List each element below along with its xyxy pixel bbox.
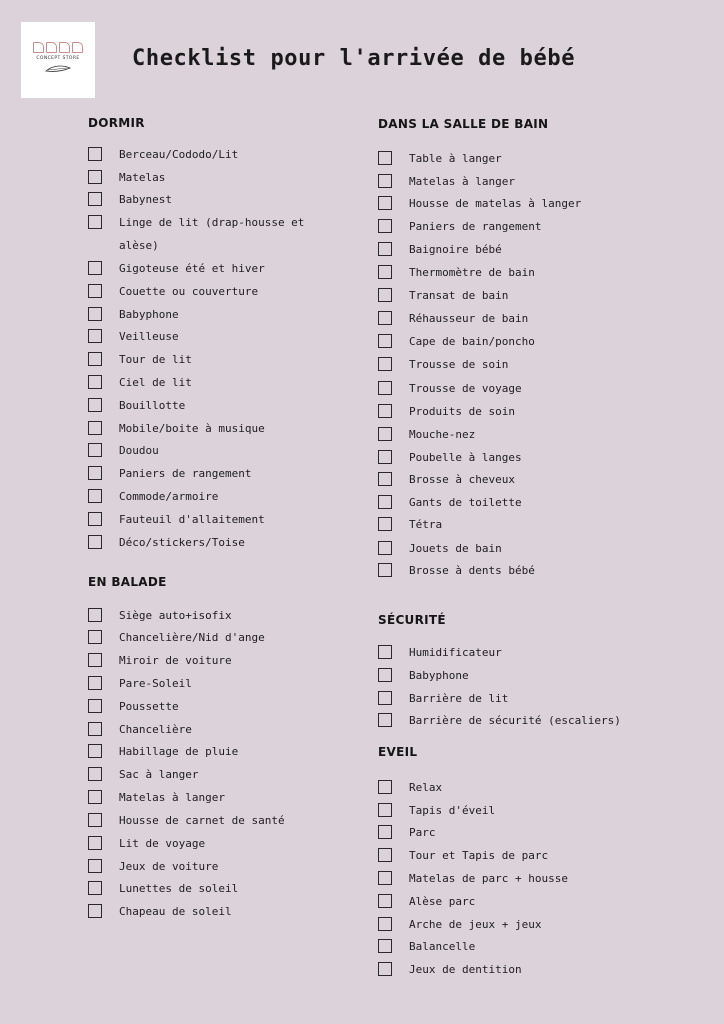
checklist-item[interactable] (378, 564, 639, 582)
checkbox[interactable] (378, 242, 392, 256)
checkbox[interactable] (378, 517, 392, 531)
item-label: Matelas de parc + housse (409, 872, 568, 885)
checklist-item[interactable] (88, 513, 319, 531)
checklist-item[interactable] (88, 285, 319, 303)
checkbox[interactable] (88, 836, 102, 850)
item-label: Linge de lit (drap-housse et alèse) (119, 216, 305, 252)
checkbox[interactable] (378, 962, 392, 976)
checkbox[interactable] (378, 311, 392, 325)
checklist-item[interactable] (378, 152, 639, 170)
checkbox[interactable] (88, 329, 102, 343)
checkbox[interactable] (88, 904, 102, 918)
checkbox[interactable] (88, 630, 102, 644)
checklist-item[interactable] (88, 193, 319, 211)
item-label: Humidificateur (409, 646, 502, 659)
checklist-item[interactable] (378, 335, 639, 353)
checklist-item[interactable] (378, 473, 639, 491)
item-label: Chancelière (119, 723, 192, 736)
checkbox[interactable] (378, 894, 392, 908)
item-label: Gigoteuse été et hiver (119, 262, 265, 275)
checklist-item[interactable] (88, 536, 319, 554)
checkbox[interactable] (88, 307, 102, 321)
checkbox[interactable] (378, 174, 392, 188)
item-label: Housse de carnet de santé (119, 814, 285, 827)
checkbox[interactable] (378, 939, 392, 953)
item-label: Fauteuil d'allaitement (119, 513, 265, 526)
checkbox[interactable] (378, 472, 392, 486)
checklist-item[interactable] (378, 849, 639, 867)
checkbox[interactable] (88, 375, 102, 389)
checklist-item[interactable] (88, 723, 319, 741)
item-label: Matelas (119, 171, 166, 184)
checklist-item[interactable] (88, 791, 319, 809)
item-label: Tour de lit (119, 353, 192, 366)
checklist-item[interactable] (378, 289, 639, 307)
checkbox[interactable] (378, 848, 392, 862)
checklist-item[interactable] (378, 358, 639, 376)
item-label: Paniers de rangement (119, 467, 252, 480)
brand-logo (21, 22, 95, 98)
checklist-item[interactable] (88, 262, 319, 280)
checklist-item[interactable] (88, 837, 319, 855)
item-label: Pare-Soleil (119, 677, 192, 690)
checklist-item[interactable] (378, 542, 639, 560)
checklist-item[interactable] (378, 669, 639, 687)
checkbox[interactable] (88, 261, 102, 275)
item-label: Lit de voyage (119, 837, 206, 850)
checklist-item[interactable] (88, 148, 319, 166)
checkbox[interactable] (378, 495, 392, 509)
section-title: DANS LA SALLE DE BAIN (378, 117, 549, 131)
checkbox[interactable] (88, 881, 102, 895)
checklist-item[interactable] (88, 700, 319, 718)
checklist-item[interactable] (88, 631, 319, 649)
checkbox[interactable] (378, 563, 392, 577)
section-title: EN BALADE (88, 575, 167, 589)
checklist-item[interactable] (88, 216, 319, 257)
checkbox[interactable] (378, 357, 392, 371)
item-label: Doudou (119, 444, 159, 457)
item-label: Bouillotte (119, 399, 186, 412)
checkbox[interactable] (88, 744, 102, 758)
checklist-item[interactable] (378, 804, 639, 822)
checklist-item[interactable] (88, 490, 319, 508)
item-label: Chancelière/Nid d'ange (119, 631, 265, 644)
checklist-item[interactable] (88, 745, 319, 763)
checklist-item[interactable] (88, 677, 319, 695)
item-label: Brosse à dents bébé (409, 564, 535, 577)
checkbox[interactable] (88, 284, 102, 298)
item-label: Miroir de voiture (119, 654, 232, 667)
checkbox[interactable] (88, 790, 102, 804)
item-label: Relax (409, 781, 443, 794)
checkbox[interactable] (88, 147, 102, 161)
item-label: Brosse à cheveux (409, 473, 515, 486)
checklist-item[interactable] (378, 826, 639, 844)
checklist-item[interactable] (378, 872, 639, 890)
checkbox[interactable] (88, 170, 102, 184)
checklist-item[interactable] (88, 399, 319, 417)
item-label: Baignoire bébé (409, 243, 502, 256)
checklist-item[interactable] (378, 781, 639, 799)
checkbox[interactable] (378, 541, 392, 555)
checklist-item[interactable] (378, 382, 639, 400)
item-label: Balancelle (409, 940, 476, 953)
checklist-item[interactable] (378, 496, 639, 514)
checklist-item[interactable] (378, 963, 639, 981)
item-label: Thermomètre de bain (409, 266, 535, 279)
checkbox[interactable] (88, 512, 102, 526)
item-label: Couette ou couverture (119, 285, 259, 298)
item-label: Veilleuse (119, 330, 179, 343)
item-label: Produits de soin (409, 405, 515, 418)
checkbox[interactable] (378, 713, 392, 727)
checkbox[interactable] (88, 653, 102, 667)
item-label: Barrière de sécurité (escaliers) (409, 714, 621, 727)
checklist-item[interactable] (88, 444, 319, 462)
checkbox[interactable] (378, 871, 392, 885)
checkbox[interactable] (378, 645, 392, 659)
checkbox[interactable] (378, 427, 392, 441)
section-title: SÉCURITÉ (378, 613, 446, 627)
item-label: Tétra (409, 518, 443, 531)
checkbox[interactable] (88, 466, 102, 480)
item-label: Babyphone (119, 308, 179, 321)
checklist-item[interactable] (378, 895, 639, 913)
checklist-item[interactable] (378, 940, 639, 958)
checklist-item[interactable] (88, 353, 319, 371)
checkbox[interactable] (88, 421, 102, 435)
checkbox[interactable] (378, 780, 392, 794)
checklist-item[interactable] (378, 518, 639, 536)
item-label: Tour et Tapis de parc (409, 849, 549, 862)
item-label: Commode/armoire (119, 490, 219, 503)
checkbox[interactable] (88, 352, 102, 366)
item-label: Jeux de dentition (409, 963, 522, 976)
checklist-item[interactable] (378, 243, 639, 261)
checklist-item[interactable] (378, 918, 639, 936)
item-label: Jouets de bain (409, 542, 502, 555)
checklist-item[interactable] (378, 197, 639, 215)
item-label: Berceau/Cododo/Lit (119, 148, 239, 161)
checklist-item[interactable] (88, 330, 319, 348)
checkbox[interactable] (88, 489, 102, 503)
checklist-item[interactable] (378, 646, 639, 664)
item-label: Chapeau de soleil (119, 905, 232, 918)
section-title: DORMIR (88, 116, 145, 130)
item-label: Siège auto+isofix (119, 609, 232, 622)
item-label: Poubelle à langes (409, 451, 522, 464)
checklist-item[interactable] (378, 405, 639, 423)
item-label: Déco/stickers/Toise (119, 536, 245, 549)
checkbox[interactable] (88, 192, 102, 206)
logo-mark (33, 42, 83, 53)
checklist-item[interactable] (378, 428, 639, 446)
item-label: Poussette (119, 700, 179, 713)
checklist-item[interactable] (378, 312, 639, 330)
checklist-item[interactable] (88, 860, 319, 878)
item-label: Habillage de pluie (119, 745, 239, 758)
leaf-icon (45, 64, 71, 73)
checkbox[interactable] (88, 699, 102, 713)
item-label: Paniers de rangement (409, 220, 542, 233)
item-label: Matelas à langer (119, 791, 225, 804)
checkbox[interactable] (378, 381, 392, 395)
checkbox[interactable] (88, 722, 102, 736)
section-title: EVEIL (378, 745, 418, 759)
checkbox[interactable] (88, 859, 102, 873)
checkbox[interactable] (378, 691, 392, 705)
checklist-item[interactable] (378, 266, 639, 284)
checkbox[interactable] (88, 535, 102, 549)
item-label: Alèse parc (409, 895, 476, 908)
checkbox[interactable] (88, 608, 102, 622)
checklist-item[interactable] (88, 376, 319, 394)
checkbox[interactable] (378, 265, 392, 279)
checkbox[interactable] (88, 398, 102, 412)
item-label: Table à langer (409, 152, 502, 165)
item-label: Babyphone (409, 669, 469, 682)
item-label: Transat de bain (409, 289, 509, 302)
item-label: Arche de jeux + jeux (409, 918, 542, 931)
checkbox[interactable] (378, 450, 392, 464)
checkbox[interactable] (378, 825, 392, 839)
checkbox[interactable] (88, 767, 102, 781)
item-label: Tapis d'éveil (409, 804, 496, 817)
checklist-item[interactable] (378, 692, 639, 710)
checklist-item[interactable] (378, 220, 639, 238)
checklist-item[interactable] (88, 882, 319, 900)
checkbox[interactable] (378, 288, 392, 302)
item-label: Réhausseur de bain (409, 312, 529, 325)
item-label: Lunettes de soleil (119, 882, 239, 895)
item-label: Cape de bain/poncho (409, 335, 535, 348)
checklist-item[interactable] (88, 814, 319, 832)
checkbox[interactable] (378, 219, 392, 233)
item-label: Parc (409, 826, 436, 839)
checkbox[interactable] (88, 443, 102, 457)
checklist-item[interactable] (88, 308, 319, 326)
checklist-item[interactable] (88, 609, 319, 627)
logo-subtitle: CONCEPT STORE (36, 55, 80, 61)
item-label: Mouche-nez (409, 428, 476, 441)
checkbox[interactable] (378, 668, 392, 682)
item-label: Ciel de lit (119, 376, 192, 389)
checkbox[interactable] (88, 813, 102, 827)
item-label: Mobile/boite à musique (119, 422, 265, 435)
checklist-item[interactable] (88, 654, 319, 672)
checklist-item[interactable] (378, 451, 639, 469)
checklist-item[interactable] (88, 422, 319, 440)
item-label: Trousse de voyage (409, 382, 522, 395)
checkbox[interactable] (378, 334, 392, 348)
checklist-item[interactable] (88, 171, 319, 189)
checklist-item[interactable] (378, 714, 639, 732)
item-label: Sac à langer (119, 768, 199, 781)
checklist-item[interactable] (378, 175, 639, 193)
checkbox[interactable] (88, 676, 102, 690)
item-label: Jeux de voiture (119, 860, 219, 873)
checklist-item[interactable] (88, 467, 319, 485)
checkbox[interactable] (378, 917, 392, 931)
checkbox[interactable] (378, 803, 392, 817)
item-label: Matelas à langer (409, 175, 515, 188)
checkbox[interactable] (88, 215, 102, 229)
checklist-item[interactable] (88, 905, 319, 923)
item-label: Gants de toilette (409, 496, 522, 509)
item-label: Trousse de soin (409, 358, 509, 371)
item-label: Barrière de lit (409, 692, 509, 705)
checkbox[interactable] (378, 151, 392, 165)
page-title: Checklist pour l'arrivée de bébé (132, 46, 576, 71)
checklist-item[interactable] (88, 768, 319, 786)
checkbox[interactable] (378, 404, 392, 418)
checkbox[interactable] (378, 196, 392, 210)
item-label: Babynest (119, 193, 172, 206)
item-label: Housse de matelas à langer (409, 197, 582, 210)
